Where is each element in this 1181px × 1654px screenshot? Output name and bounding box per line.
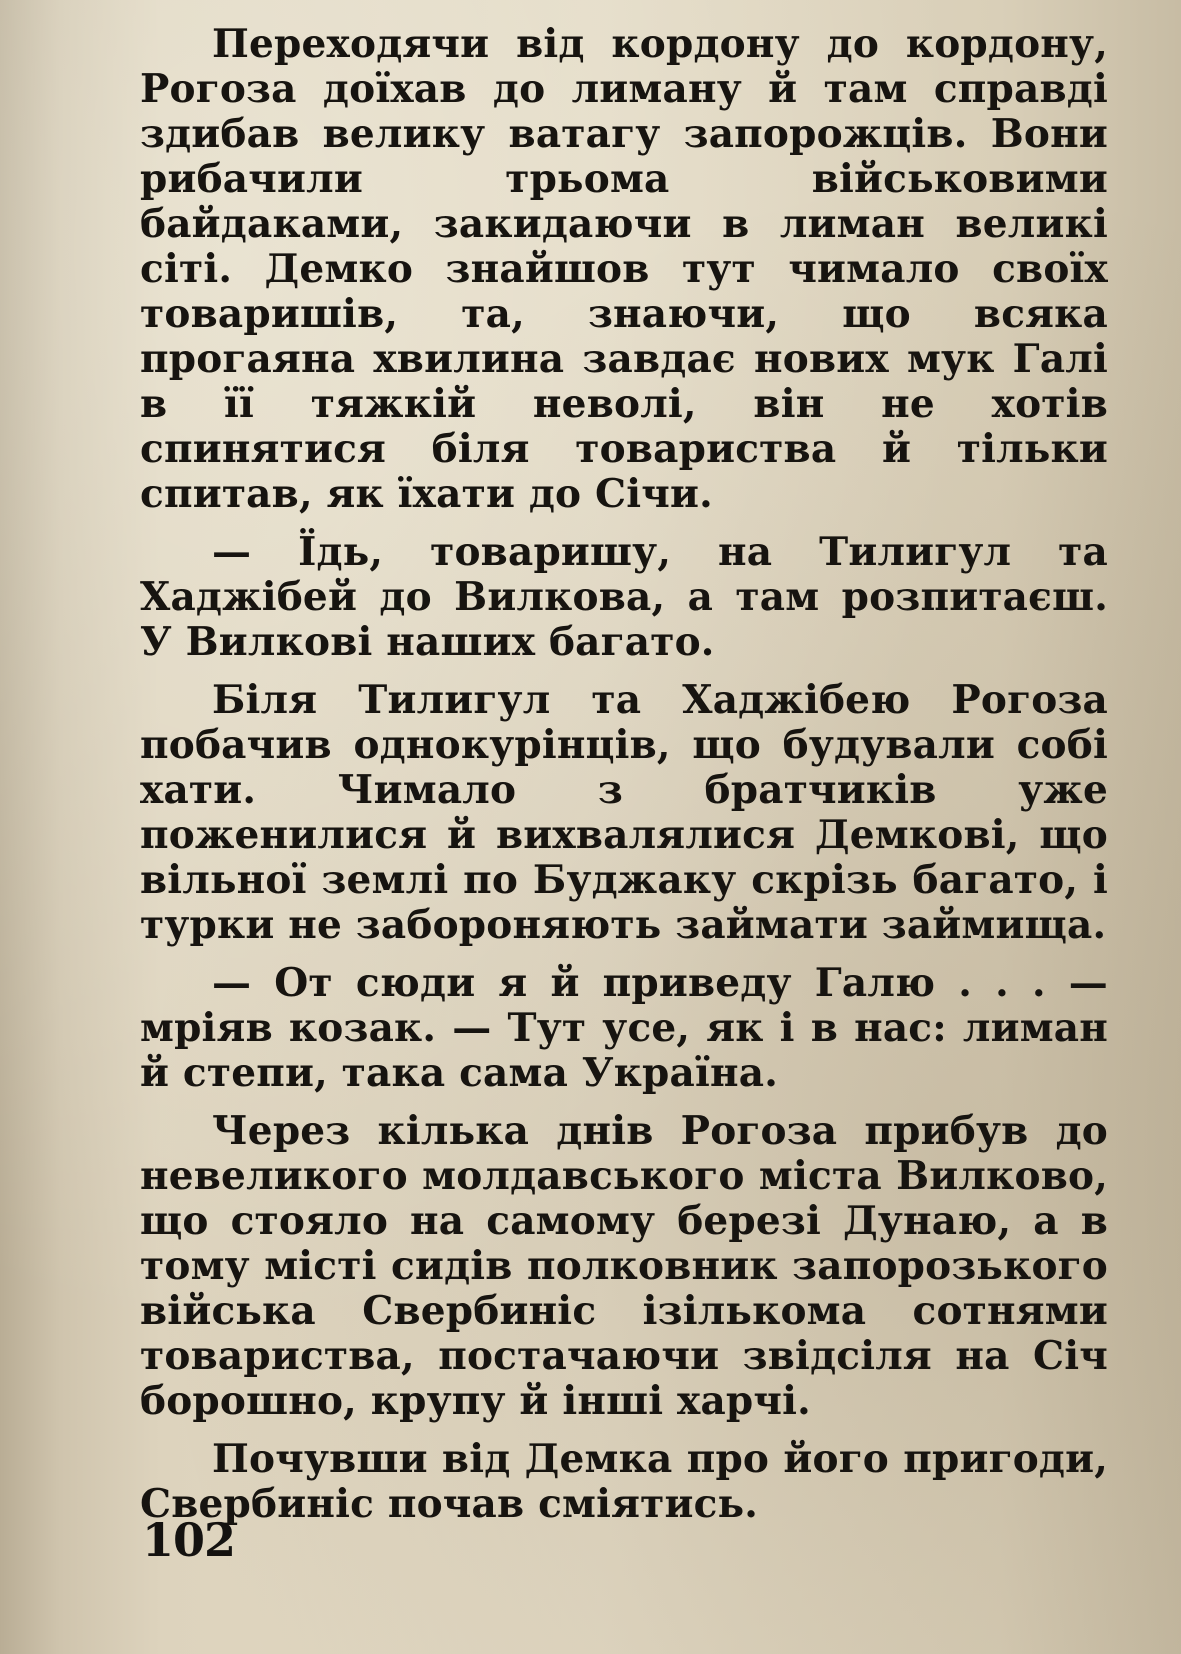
- page-number: 102: [142, 1513, 236, 1567]
- paragraph: — Їдь, товаришу, на Тилигул та Хаджібей до Вилкова, а там розпитаєш. У Вилкові наших багато.: [140, 529, 1108, 665]
- paragraph: Переходячи від кордону до кордону, Рогоза доїхав до лиману й там справді здибав велику ватагу запорожців. Вони рибачили трьома військовими байдаками, закидаючи в лиман великі сіті. Демко знайшов тут чимало своїх товаришів, та, знаючи, що всяка прогаяна хвилина завдає нових мук Галі в її тяжкій неволі, він не хотів спинятися біля товариства й тільки спитав, як їхати до Січи.: [140, 21, 1108, 517]
- paragraph: Через кілька днів Рогоза прибув до невеликого молдавського міста Вилково, що стояло на самому березі Дунаю, а в тому місті сидів полковник запорозького війська Свербиніс ізількома сотнями товариства, постачаючи звідсіля на Січ борошно, крупу й інші харчі.: [140, 1108, 1108, 1424]
- body-text: [140, 22, 1108, 1527]
- paragraph: Біля Тилигул та Хаджібею Рогоза побачив однокурінців, що будували собі хати. Чимало з братчиків уже поженилися й вихвалялися Демкові, що вільної землі по Буджаку скрізь багато, і турки не забороняють займати займища.: [140, 677, 1108, 948]
- paragraph: — От сюди я й приведу Галю . . . — мріяв козак. — Тут усе, як і в нас: лиман й степи, така сама Україна.: [140, 960, 1108, 1096]
- paragraph: Почувши від Демка про його пригоди, Свербиніс почав сміятись.: [140, 1436, 1108, 1527]
